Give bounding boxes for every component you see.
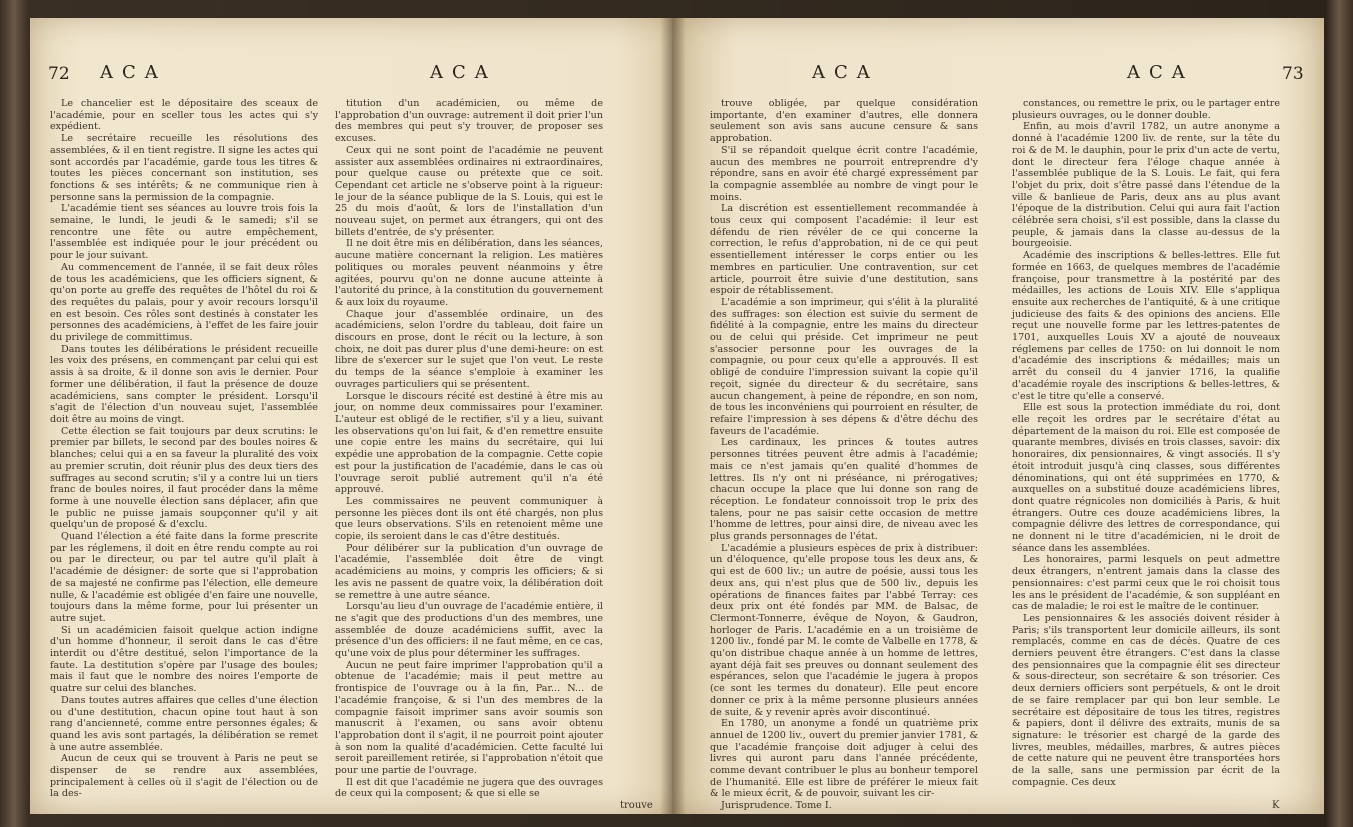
paragraph: Dans toutes les délibérations le président recueille les voix des présens, en commençant par celui qui est assis à sa droite, & il donne son avis le dernier. Pour former une délibération, il faut la présence de douze académiciens, sans compter le président. Lorsqu'il s'agit de l'élection d'un nouveau sujet, l'assemblée doit être au moins de vingt. <box>50 343 318 425</box>
paragraph: Pour délibérer sur la publication d'un ouvrage de l'académie, l'assemblée doit être de vingt académiciens au moins, y compris les officiers; & si les avis ne passent de quatre voix, la délibération doit se remettre à une autre séance. <box>335 542 603 601</box>
paragraph: Lorsque le discours récité est destiné à être mis au jour, on nomme deux commissaires pour l'examiner. L'auteur est obligé de le rectifier, s'il y a lieu, suivant les observations qu'on lui fait, & d'en remettre ensuite une copie entre les mains du secrétaire, qui lui expédie une approbation de la compagnie. Cette copie est pour la justification de l'académie, dans le cas où l'ouvrage seroit publié autrement qu'il n'a été approuvé. <box>335 390 603 496</box>
running-head-left-2: ACA <box>430 62 497 83</box>
paragraph: Il ne doit être mis en délibération, dans les séances, aucune matière concernant la religion. Les matières politiques ou morales peuvent néanmoins y être agitées, pourvu qu'on ne donne aucune atteinte à l'autorité du prince, à la constitution du gouvernement & aux loix du royaume. <box>335 238 603 308</box>
paragraph: L'académie tient ses séances au louvre trois fois la semaine, le lundi, le jeudi & le samedi; s'il se rencontre une fête ou autre empêchement, l'assemblée est indiquée pour le jour précédent ou pour le jour suivant. <box>50 203 318 262</box>
book-gutter <box>660 18 686 814</box>
left-page <box>30 18 682 814</box>
paragraph: Les honoraires, parmi lesquels on peut admettre deux étrangers, n'entrent jamais dans la classe des pensionnaires: c'est parmi ceux que le roi choisit tous les ans le président de l'académie, & son suppléant en cas de maladie; le roi est le maître de le continuer. <box>1012 554 1280 613</box>
paragraph: titution d'un académicien, ou même de l'approbation d'un ouvrage: autrement il doit prier l'un des membres qui peut s'y trouver, de proposer ses excuses. <box>335 98 603 145</box>
paragraph: Ceux qui ne sont point de l'académie ne peuvent assister aux assemblées ordinaires ni extraordinaires, pour quelque cause ou prétexte que ce soit. Cependant cet article ne s'observe point à la rigueur: le jour de la séance publique de la S. Louis, qui est le 25 du mois d'août, & lors de l'installation d'un nouveau sujet, on permet aux étrangers, qui ont des billets d'entrée, de s'y présenter. <box>335 144 603 238</box>
running-head-right-1: ACA <box>812 62 879 83</box>
paragraph: Au commencement de l'année, il se fait deux rôles de tous les académiciens, que les officiers signent, & qu'on porte au greffe des requêtes de l'hôtel du roi & des requêtes du palais, pour y avoir recours lorsqu'il en est besoin. Ces rôles sont destinés à constater les personnes des académiciens, à l'effet de les faire jouir du privilege de committimus. <box>50 261 318 344</box>
paragraph: Jurisprudence. Tome I. <box>721 800 832 812</box>
paragraph: L'académie a plusieurs espèces de prix à distribuer: un d'éloquence, qu'elle propose tous les deux ans, & qui est de 600 liv.; un autre de poésie, aussi tous les deux ans, qui n'est plus que de 500 liv., depuis les opérations de finances faites par l'abbé Terray: ces deux prix ont été fondés par MM. de Balsac, de Clermont-Tonnerre, évêque de Noyon, & Gaudron, horloger de Paris. L'académie en a un troisième de 1200 liv., fondé par M. le comte de Valbelle en 1778, & qu'on distribue chaque année à un homme de lettres, ayant déjà fait ses preuves ou donnant seulement des espérances, selon que l'académie le jugera à propos (ce sont les termes du donateur). Elle peut encore donner ce prix à la même personne plusieurs années de suite, & y revenir après avoir discontinué. <box>710 542 978 718</box>
paragraph: Elle est sous la protection immédiate du roi, dont elle reçoit les ordres par le secrétaire d'état au département de la maison du roi. Elle est composée de quarante membres, divisés en trois classes, savoir: dix honoraires, dix pensionnaires, & vingt associés. Il s'y étoit introduit jusqu'à cinq classes, sous différentes dénominations, qui ont été supprimées en 1770, & auxquelles on a substitué douze académiciens libres, dont quatre régnicoles non domiciliés à Paris, & huit étrangers. Outre ces douze académiciens libres, la compagnie délivre des lettres de correspondance, qui ne donnent ni le titre d'académicien, ni le droit de séance dans les assemblées. <box>1012 402 1280 554</box>
paragraph: Cette élection se fait toujours par deux scrutins: le premier par billets, le second par des boules noires & blanches; celui qui a en sa faveur la pluralité des voix au premier scrutin, doit réunir plus des deux tiers des suffrages au second scrutin; s'il y a contre lui un tiers franc de boules noires, il faut procéder dans la même forme à une nouvelle élection sans déplacer, afin que le public ne puisse jamais soupçonner qu'il y ait quelqu'un de proposé & d'exclu. <box>50 425 318 531</box>
paragraph: La discrétion est essentiellement recommandée à tous ceux qui composent l'académie: il leur est défendu de rien révéler de ce qui concerne la correction, le refus d'approbation, ni de ce qui peut essentiellement intéresser le corps entier ou les membres en particulier. Une contravention, sur cet article, pourroit être suivie d'une destitution, sans espoir de rétablissement. <box>710 203 978 297</box>
page-number-right: 73 <box>1282 64 1304 84</box>
paragraph: S'il se répandoit quelque écrit contre l'académie, aucun des membres ne pourroit entreprendre d'y répondre, sans en avoir été chargé expressément par la compagnie assemblée au nombre de vingt pour le moins. <box>710 144 978 203</box>
page-number-left: 72 <box>48 64 70 84</box>
paragraph: Il est dit que l'académie ne jugera que des ouvrages de ceux qui la composent; & que si elle se <box>335 776 603 800</box>
left-page-column-1 <box>50 98 318 798</box>
paragraph: Le secrétaire recueille les résolutions des assemblées, & il en tient registre. Il signe les actes qui sont accordés par l'académie, garde tous les titres & toutes les pièces concernant son institution, ses fonctions & ses intérêts; & ne communique rien à personne sans la permission de la compagnie. <box>50 133 318 203</box>
paragraph: En 1780, un anonyme a fondé un quatrième prix annuel de 1200 liv., ouvert du premier janvier 1781, & que l'académie françoise doit adjuger à celui des livres qui auront paru dans l'année précédente, comme devant contribuer le plus au bonheur temporel de l'humanité. Elle est libre de préférer le mieux fait & le mieux écrit, & de pouvoir, suivant les cir- <box>710 718 978 800</box>
running-head-left-1: ACA <box>100 62 167 83</box>
paragraph: Les commissaires ne peuvent communiquer à personne les pièces dont ils ont été chargés, non plus que leurs observations. S'ils en retenoient même une copie, ils seroient dans le cas d'être destitués. <box>335 495 603 543</box>
right-page-column-1 <box>710 98 978 812</box>
right-page <box>672 18 1324 814</box>
paragraph: L'académie a son imprimeur, qui s'élit à la pluralité des suffrages: son élection est suivie du serment de fidélité à la compagnie, entre les mains du directeur ou de celui qui préside. Cet imprimeur ne peut s'associer personne pour les ouvrages de la compagnie, ou pour ceux qu'elle a approuvés. Il est obligé de conduire l'impression suivant la copie qu'il reçoit, signée du directeur & du secrétaire, sans aucun changement, à peine de répondre, en son nom, de tous les inconvéniens qui pourroient en résulter, de refaire l'impression à ses dépens & d'être déchu des faveurs de l'académie. <box>710 296 978 437</box>
paragraph: Aucun ne peut faire imprimer l'approbation qu'il a obtenue de l'académie; mais il peut mettre au frontispice de l'ouvrage ou à la fin, Par... N... de l'académie françoise, & si l'un des membres de la compagnie faisoit imprimer sans avoir soumis son manuscrit à l'examen, ou sans avoir obtenu l'approbation dont il s'agit, il ne pourroit point ajouter à son nom la qualité d'académicien. Cette faculté lui seroit pareillement retirée, si l'approbation n'étoit que pour une partie de l'ouvrage. <box>335 659 603 777</box>
paragraph: Chaque jour d'assemblée ordinaire, un des académiciens, selon l'ordre du tableau, doit faire un discours en prose, dont le récit ou la lecture, à son choix, ne doit pas durer plus d'une demi-heure: on est libre de s'exercer sur le sujet que l'on veut. Le reste du temps de la séance s'emploie à examiner les ouvrages particuliers qui se présentent. <box>335 308 603 390</box>
paragraph: trouve obligée, par quelque considération importante, d'en examiner d'autres, elle donnera seulement son avis sans aucune censure & sans approbation. <box>710 98 978 145</box>
paragraph: Aucun de ceux qui se trouvent à Paris ne peut se dispenser de se rendre aux assemblées, principalement à celles où il s'agit de l'élection ou de la des- <box>50 753 318 800</box>
paragraph: Académie des inscriptions & belles-lettres. Elle fut formée en 1663, de quelques membres de l'académie françoise, pour transmettre à la postérité par des médailles, les actions de Louis XIV. Elle s'appliqua ensuite aux recherches de l'antiquité, & à une critique judicieuse des faits & des opinions des anciens. Elle reçut une nouvelle forme par les lettres-patentes de 1701, auxquelles Louis XV a ajouté de nouveaux réglemens par celles de 1750: on lui donnoit le nom d'académie des inscriptions & médailles; mais un arrêt du conseil du 4 janvier 1716, la qualifie d'académie royale des inscriptions & belles-lettres, & c'est le titre qu'elle a conservé. <box>1012 250 1280 402</box>
paragraph: Lorsqu'au lieu d'un ouvrage de l'académie entière, il ne s'agit que des productions d'un des membres, une assemblée de douze académiciens suffit, avec la présence d'un des officiers: il ne faut même, en ce cas, qu'une voix de plus pour déterminer les suffrages. <box>335 601 603 660</box>
right-page-column-2 <box>1012 98 1280 798</box>
paragraph: Quand l'élection a été faite dans la forme prescrite par les réglemens, il doit en être rendu compte au roi ou par le directeur, ou par tel autre qu'il plaît à l'académie de désigner: de sorte que si l'approbation de sa majesté ne confirme pas l'élection, elle demeure nulle, & l'académie est obligée d'en faire une nouvelle, toujours dans la même forme, pour lui présenter un autre sujet. <box>50 531 318 624</box>
paragraph: Si un académicien faisoit quelque action indigne d'un homme d'honneur, il seroit dans le cas d'être interdit ou d'être destitué, selon l'importance de la faute. La destitution s'opère par l'usage des boules; mais il faut que le nombre des noires l'emporte de quatre sur celui des blanches. <box>50 624 318 695</box>
catchword: trouve <box>620 800 653 811</box>
paragraph: Les cardinaux, les princes & toutes autres personnes titrées peuvent être admis à l'académie; mais ce n'est jamais qu'en qualité d'hommes de lettres. Ils n'y ont ni préséance, ni prérogatives; chacun occupe la place que lui donne son rang de réception. Le fondateur connoissoit trop le prix des talens, pour ne pas saisir cette occasion de mettre l'homme de lettres, pour ainsi dire, de niveau avec les plus grands personnages de l'état. <box>710 437 978 543</box>
paragraph: Enfin, au mois d'avril 1782, un autre anonyme a donné à l'académie 1200 liv. de rente, sur la tête du roi & de M. le dauphin, pour le prix d'un acte de vertu, dont le directeur fera l'éloge chaque année à l'assemblée publique de la S. Louis. Le fait, qui fera l'objet du prix, doit s'être passé dans l'étendue de la ville & banlieue de Paris, deux ans au plus avant l'époque de la distribution. Celui qui aura fait l'action célébrée sera choisi, s'il est possible, dans la classe du peuple, & jamais dans la classe au-dessus de la bourgeoisie. <box>1012 121 1280 250</box>
signature-mark: K <box>1272 800 1280 811</box>
paragraph: constances, ou remettre le prix, ou le partager entre plusieurs ouvrages, ou le donner double. <box>1012 98 1280 121</box>
paragraph: Dans toutes autres affaires que celles d'une élection ou d'une destitution, chacun opine tout haut à son rang d'ancienneté, comme entre personnes égales; & quand les avis sont partagés, la délibération se remet à une autre assemblée. <box>50 694 318 753</box>
left-page-column-2 <box>335 98 603 798</box>
paragraph: Les pensionnaires & les associés doivent résider à Paris; s'ils transportent leur domicile ailleurs, ils sont remplacés, comme en cas de décès. Quatre de ces derniers peuvent être étrangers. C'est dans la classe des pensionnaires que la compagnie élit ses directeur & sous-directeur, son secrétaire & son trésorier. Ces deux derniers officiers sont perpétuels, & ont le droit de se faire remplacer par qui bon leur semble. Le secrétaire est dépositaire de tous les titres, registres & papiers, dont il délivre des extraits, munis de sa signature: le trésorier est chargé de la garde des livres, meubles, médailles, marbres, & autres pièces de cette nature qui ne peuvent être transportées hors de la salle, sans une permission par écrit de la compagnie. Ces deux <box>1012 612 1280 788</box>
paragraph: Le chancelier est le dépositaire des sceaux de l'académie, pour en sceller tous les actes qui s'y expédient. <box>50 98 318 133</box>
running-head-right-2: ACA <box>1127 62 1194 83</box>
